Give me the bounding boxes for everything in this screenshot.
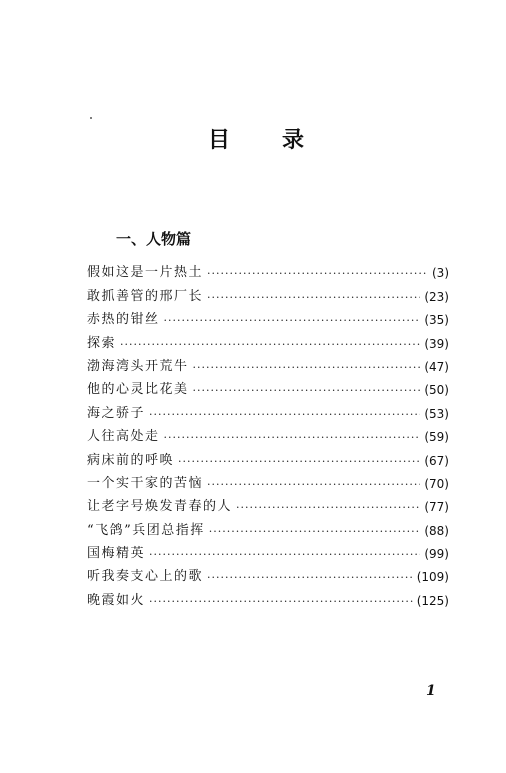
toc-entry-page: (35) (424, 313, 449, 328)
toc-entry[interactable] (87, 353, 449, 376)
toc-entry[interactable] (87, 306, 449, 329)
dot-leader (149, 407, 420, 423)
toc-entry[interactable] (87, 586, 449, 609)
toc-entry-page: (109) (416, 570, 449, 585)
section-heading: 一、人物篇 (116, 230, 192, 248)
toc-entry-title: 探索 (87, 335, 117, 351)
toc-entry-title: 假如这是一片热土 (87, 265, 204, 281)
toc-entry-title: 赤热的钳丝 (87, 312, 160, 328)
toc-entry[interactable] (87, 423, 449, 446)
toc-entry[interactable] (87, 446, 449, 469)
dot-leader (178, 454, 420, 470)
toc-entry-title: 病床前的呼唤 (87, 452, 175, 468)
toc-entry-page: (99) (424, 547, 449, 562)
page-title-char-2: 录 (281, 128, 304, 153)
toc-entry[interactable] (87, 470, 449, 493)
toc-entry-title: 他的心灵比花美 (87, 382, 189, 398)
dot-leader (149, 594, 413, 610)
toc-entry-title: 海之骄子 (87, 405, 146, 421)
page-title-char-1: 目 (208, 128, 231, 153)
toc-entry[interactable] (87, 540, 449, 563)
toc-entry-page: (70) (424, 476, 449, 491)
scan-speck (90, 117, 92, 119)
toc-entry-page: (67) (424, 453, 449, 468)
toc-entry-title: 国梅精英 (87, 546, 146, 562)
dot-leader (207, 570, 413, 586)
toc-entry-page: (3) (432, 266, 449, 281)
page-title (208, 128, 304, 154)
dot-leader (209, 524, 421, 540)
toc-entry-title: 一个实干家的苦恼 (87, 475, 204, 491)
dot-leader (193, 383, 421, 399)
toc-entry[interactable] (87, 259, 449, 282)
toc-entry[interactable] (87, 563, 449, 586)
toc-entry[interactable] (87, 516, 449, 539)
toc-entry-page: (88) (424, 523, 449, 538)
dot-leader (207, 290, 420, 306)
toc-entry-title: 让老字号焕发青春的人 (87, 499, 233, 515)
dot-leader (164, 313, 421, 329)
dot-leader (164, 430, 421, 446)
toc-entry-title: 敢抓善管的邢厂长 (87, 288, 204, 304)
toc-entry-title: 听我奏支心上的歌 (87, 569, 204, 585)
toc-entry-title: 晚霞如火 (87, 592, 146, 608)
toc-entry-page: (50) (424, 383, 449, 398)
toc-entry-page: (53) (424, 406, 449, 421)
dot-leader (149, 547, 420, 563)
table-of-contents (87, 259, 449, 610)
toc-entry-title: “飞鸽”兵团总指挥 (87, 522, 205, 538)
dot-leader (193, 360, 421, 376)
dot-leader (207, 266, 428, 282)
toc-entry-page: (77) (424, 500, 449, 515)
toc-entry-page: (23) (424, 289, 449, 304)
toc-entry[interactable] (87, 282, 449, 305)
toc-entry-page: (59) (424, 430, 449, 445)
toc-entry-title: 人往高处走 (87, 429, 160, 445)
toc-entry-page: (39) (424, 336, 449, 351)
toc-entry-title: 渤海湾头开荒牛 (87, 358, 189, 374)
page-number: 1 (426, 683, 436, 699)
dot-leader (236, 500, 420, 516)
toc-entry-page: (47) (424, 359, 449, 374)
dot-leader (207, 477, 420, 493)
toc-entry-page: (125) (416, 593, 449, 608)
dot-leader (120, 337, 420, 353)
toc-entry[interactable] (87, 376, 449, 399)
toc-entry[interactable] (87, 329, 449, 352)
toc-entry[interactable] (87, 399, 449, 422)
toc-entry[interactable] (87, 493, 449, 516)
